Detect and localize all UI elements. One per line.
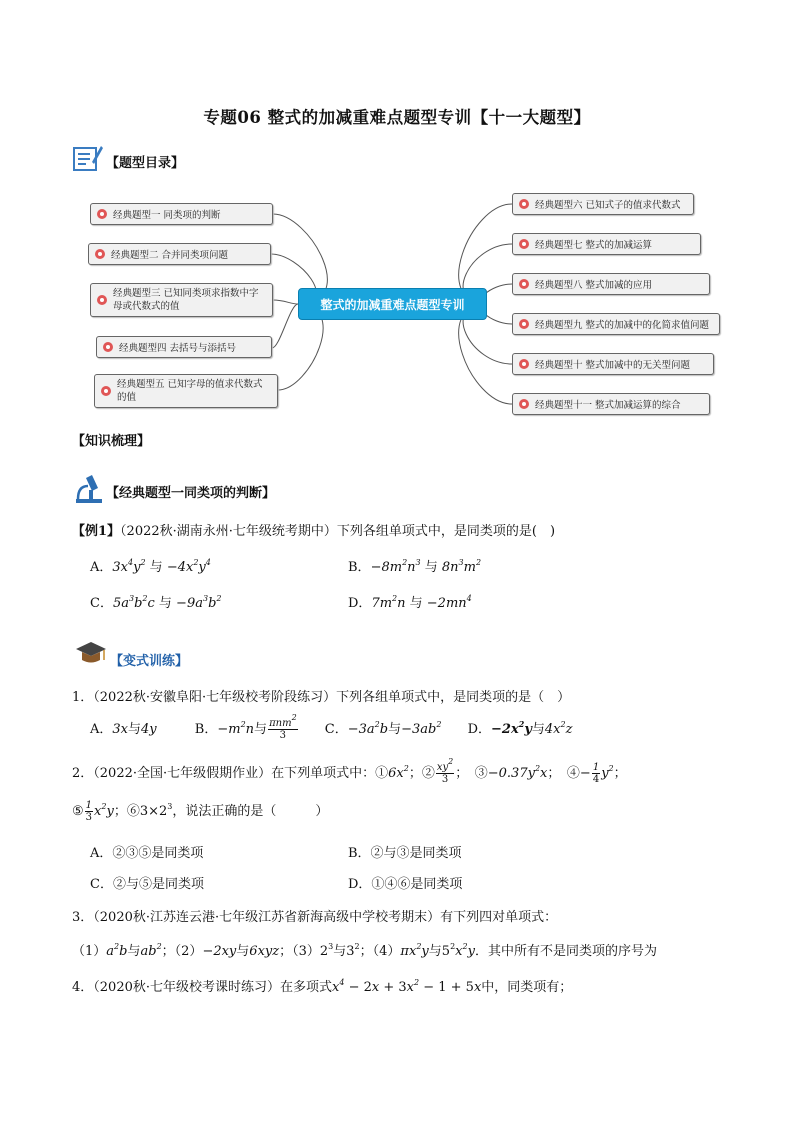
bullet-icon xyxy=(97,209,107,219)
bullet-icon xyxy=(95,249,105,259)
example1-stem xyxy=(72,520,555,539)
bullet-icon xyxy=(519,359,529,369)
question-2-stem-cont: ⑤ $\frac{1}{3}$ $x^2y$；$⑥3\times 2^3$，说法正确的是（ ） xyxy=(72,800,329,823)
graduation-cap-icon xyxy=(74,640,108,666)
bullet-icon xyxy=(97,295,107,305)
mindmap-node-type11: 经典题型十一 整式加减运算的综合 xyxy=(512,393,710,415)
bullet-icon xyxy=(101,386,111,396)
question-3-stem: 3．（2020秋·江苏连云港·七年级江苏省新海高级中学校考期末）有下列四对单项式： xyxy=(72,910,558,925)
mindmap-center: 整式的加减重难点题型专训 xyxy=(298,288,487,320)
question-2-option-a: A．②③⑤是同类项 xyxy=(90,846,204,861)
mindmap-node-type6: 经典题型六 已知式子的值求代数式 xyxy=(512,193,694,215)
type1-heading: 【经典题型一同类项的判断】 xyxy=(106,486,276,501)
bullet-icon xyxy=(103,342,113,352)
mindmap-node-type1: 经典题型一 同类项的判断 xyxy=(90,203,273,225)
question-3-pairs: $(1)a^2b$与$ab^2$；（2）−2xy与6xyz；$(3)2^3$与$3^2$；$(4)\pi x^2y$与$5^2x^2y$．其中所有不是同类项的序号为 xyxy=(72,942,657,959)
mindmap-node-type5: 经典题型五 已知字母的值求代数式的值 xyxy=(94,374,278,408)
example1-option-c: C．$5a^3b^2c$ 与 $-9a^3b^2$ xyxy=(90,594,222,611)
example-label: 【例1】 xyxy=(72,524,121,539)
bullet-icon xyxy=(519,399,529,409)
variant-heading: 【变式训练】 xyxy=(110,654,189,669)
bullet-icon xyxy=(519,239,529,249)
knowledge-heading: 【知识梳理】 xyxy=(72,434,151,449)
bullet-icon xyxy=(519,279,529,289)
bullet-icon xyxy=(519,199,529,209)
example1-option-a: A．$3x^4y^2$ 与 $-4x^2y^4$ xyxy=(90,558,211,575)
mindmap-node-type7: 经典题型七 整式的加减运算 xyxy=(512,233,701,255)
page-title: 专题06 整式的加减重难点题型专训【十一大题型】 xyxy=(203,108,591,127)
example1-option-b: B．$-8m^2n^3$ 与 $8n^3m^2$ xyxy=(348,558,482,575)
question-1-options: A．3x与4y B．$-m^2n$与 $\frac{\pi nm^2}{3}$ C．$-3a^2b$与$-3ab^2$ D．$-2x^2y$与$4x^2z$ xyxy=(90,713,573,741)
mindmap-node-type9: 经典题型九 整式的加减中的化简求值问题 xyxy=(512,313,720,335)
mindmap-node-type8: 经典题型八 整式加减的应用 xyxy=(512,273,710,295)
example1-option-d: D．$7m^2n$ 与 $-2mn^4$ xyxy=(348,594,472,611)
mindmap-node-type10: 经典题型十 整式加减中的无关型问题 xyxy=(512,353,714,375)
mindmap-node-type4: 经典题型四 去括号与添括号 xyxy=(96,336,272,358)
question-2-option-c: C．②与⑤是同类项 xyxy=(90,877,204,892)
mindmap-node-type2: 经典题型二 合并同类项问题 xyxy=(88,243,271,265)
mindmap-node-type3: 经典题型三 已知同类项求指数中字母或代数式的值 xyxy=(90,283,273,317)
toc-heading: 【题型目录】 xyxy=(106,156,185,171)
question-1-stem: 1．（2022秋·安徽阜阳·七年级校考阶段练习）下列各组单项式中，是同类项的是（ ） xyxy=(72,690,571,705)
microscope-icon xyxy=(72,472,106,504)
notepad-icon xyxy=(72,142,104,172)
question-2-stem: 2．（2022·全国·七年级假期作业）在下列单项式中：$①6x^2$；② $\frac{xy^2}{3}$ ； $③-0.37y^2x$； ④− $\frac{1}{4}$ $y^2$； xyxy=(72,757,627,785)
example1-text: （2022秋·湖南永州·七年级统考期中）下列各组单项式中，是同类项的是( ) xyxy=(120,524,556,539)
question-2-option-d: D．①④⑥是同类项 xyxy=(348,877,463,892)
question-4-stem: 4．（2020秋·七年级校考课时练习）在多项式$x^4 - 2x + 3x^2 - 1 + 5x$中，同类项有； xyxy=(72,978,573,995)
question-2-option-b: B．②与③是同类项 xyxy=(348,846,462,861)
bullet-icon xyxy=(519,319,529,329)
